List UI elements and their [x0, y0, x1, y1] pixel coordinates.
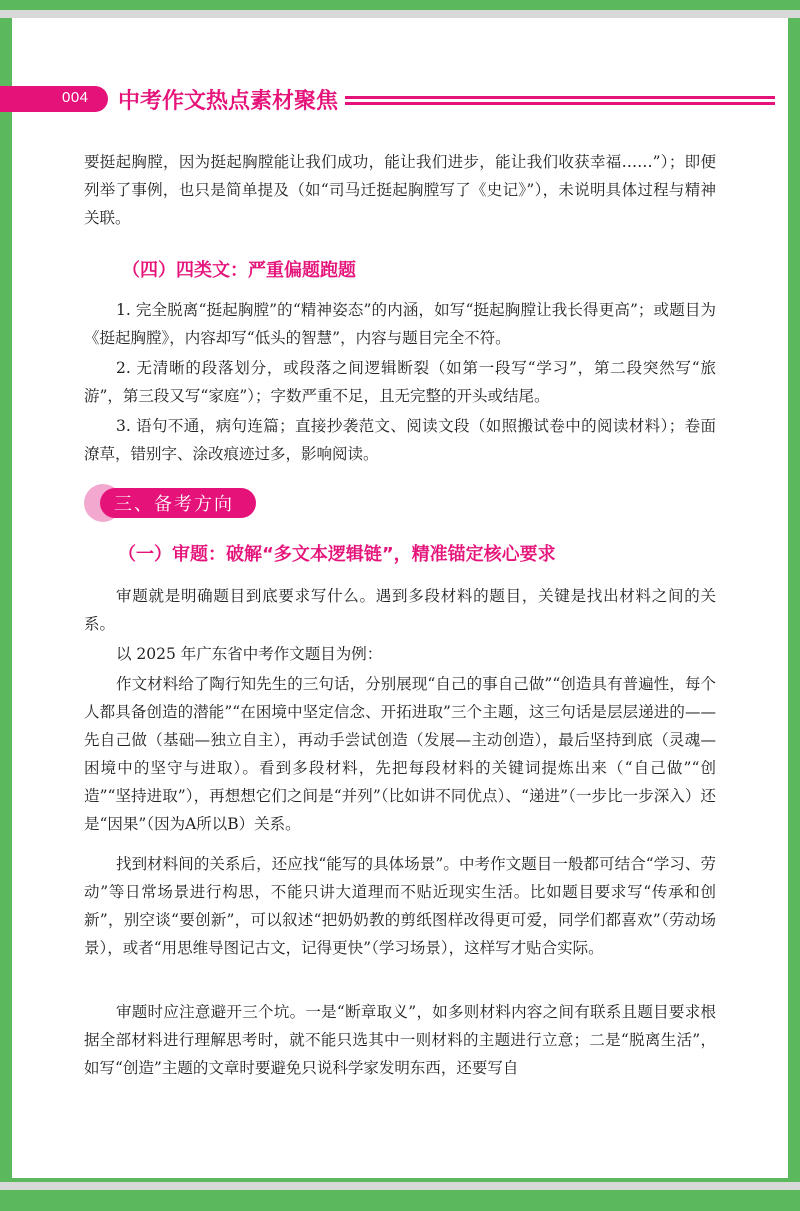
- book-title: 中考作文热点素材聚焦: [118, 89, 339, 114]
- paragraph-4: 找到材料间的关系后，还应找“能写的具体场景”。中考作文题目一般都可结合“学习、劳动”等日常场景进行构思，不能只讲大道理而不贴近现实生活。比如题目要求写“传承和创新”，别空谈“要创新”，可以叙述“把奶奶教的剪纸图样改得更可爱，同学们都喜欢”（劳动场景），或者“用思维导图记古文，记得更快”（学习场景），这样写才贴合实际。: [84, 855, 716, 957]
- paragraph-2: 以 2025 年广东省中考作文题目为例：: [116, 645, 383, 663]
- paragraph-continuation: 要挺起胸膛，因为挺起胸膛能让我们成功，能让我们进步，能让我们收获幸福……”）；即便列举了事例，也只是简单提及（如“司马迁挺起胸膛写了《史记》”），未说明具体过程与精神关联。: [84, 153, 716, 227]
- section-four-item-3: 3. 语句不通，病句连篇；直接抄袭范文、阅读文段（如照搬试卷中的阅读材料）；卷面潦草，错别字、涂改痕迹过多，影响阅读。: [84, 417, 716, 463]
- top-page-border: [0, 10, 800, 18]
- paragraph-1: 审题就是明确题目到底要求写什么。遇到多段材料的题目，关键是找出材料之间的关系。: [84, 587, 716, 633]
- section-three-label: 三、备考方向: [114, 494, 234, 515]
- paragraph-3: 作文材料给了陶行知先生的三句话，分别展现“自己的事自己做”“创造具有普遍性，每个人都具备创造的潜能”“在困境中坚定信念、开拓进取”三个主题，这三句话是层层递进的——先自己做（基础—独立自主），再动手尝试创造（发展—主动创造），最后坚持到底（灵魂—困境中的坚守与进取）。看到多段材料，先把每段材料的关键词提炼出来（“自己做”“创造”“坚持进取”），再想想它们之间是“并列”（比如讲不同优点）、“递进”（一步比一步深入）还是“因果”（因为A所以B）关系。: [84, 675, 716, 833]
- section-four-item-2: 2. 无清晰的段落划分，或段落之间逻辑断裂（如第一段写“学习”，第二段突然写“旅游”，第三段又写“家庭”）；字数严重不足，且无完整的开头或结尾。: [84, 359, 716, 405]
- paragraph-5: 审题时应注意避开三个坑。一是“断章取义”，如多则材料内容之间有联系且题目要求根据全部材料进行理解思考时，就不能只选其中一则材料的主题进行立意；二是“脱离生活”，如写“创造”主题的文章时要避免只说科学家发明东西，还要写自: [84, 1003, 716, 1077]
- section-four-heading: （四）四类文：严重偏题跑题: [122, 260, 356, 281]
- page-number: 004: [62, 89, 89, 106]
- section-four-item-1: 1. 完全脱离“挺起胸膛”的“精神姿态”的内涵，如写“挺起胸膛让我长得更高”；或题目为《挺起胸膛》，内容却写“低头的智慧”，内容与题目完全不符。: [84, 301, 716, 347]
- section-three-subheading: （一）审题：破解“多文本逻辑链”，精准锚定核心要求: [118, 544, 556, 565]
- header-double-rule: [345, 96, 775, 108]
- page-number-tab: [0, 86, 108, 112]
- bottom-page-border: [0, 1182, 800, 1190]
